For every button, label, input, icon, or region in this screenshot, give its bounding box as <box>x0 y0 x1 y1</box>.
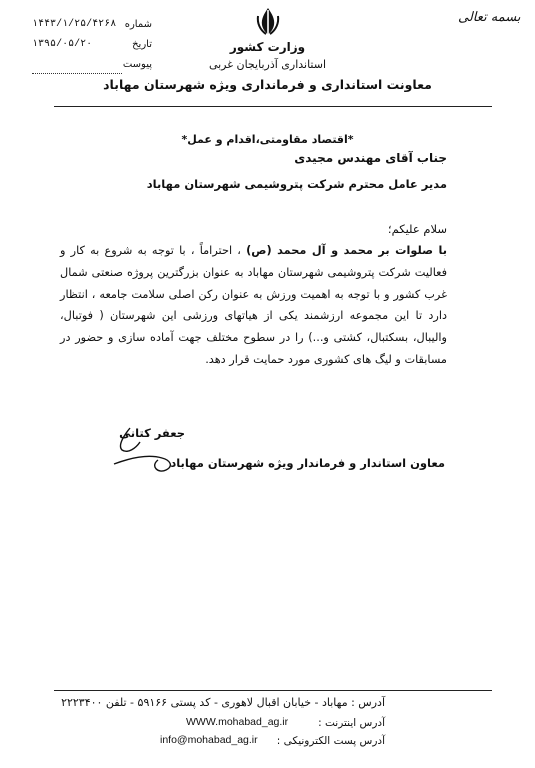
signatory-title: معاون استاندار و فرماندار ویژه شهرستان مهاباد <box>170 456 445 470</box>
header-divider <box>54 106 492 107</box>
deputy-office-title: معاونت استانداری و فرمانداری ویژه شهرستان مهاباد <box>103 77 432 92</box>
body-text: ، احتراماً ، با توجه به شروع به کار و فعالیت شرکت پتروشیمی شهرستان مهاباد به عنوان بزرگترین پروژه صنعتی شمال غرب کشور و با توجه به اهمیت ورزش به عنوان رکن اصلی سلامت جامعه ، انتظار دارد تا این مجموعه ارزشمند یکی از هیاتهای ورزشی این شهرستان ( فوتبال، والیبال، بسکتبال، کشتی و...) را در سطوح مختلف جهت آماده سازی و حضور در مسابقات و لیگ های کشوری مورد حمایت قرار دهد. <box>60 244 447 366</box>
iran-emblem-icon <box>254 6 282 36</box>
date-value: ۱۳۹۵/۰۵/۲۰ <box>32 39 93 50</box>
attachment-dotted-line <box>32 73 122 74</box>
greeting-text: سلام علیکم؛ <box>387 222 447 236</box>
website-label: آدرس اینترنت : <box>318 717 385 729</box>
number-value: ۱۴۴۳/۱/۲۵/۴۲۶۸ <box>32 19 117 30</box>
attachment-label: پیوست <box>122 58 152 70</box>
email-label: آدرس پست الکترونیکی : <box>276 735 385 747</box>
footer-divider <box>54 690 492 691</box>
bismillah-text: بسمه تعالی <box>458 10 521 25</box>
email-link[interactable]: info@mohabad_ag.ir <box>160 734 258 746</box>
ministry-title: وزارت کشور <box>229 40 306 54</box>
date-label: تاریخ <box>132 38 152 50</box>
province-title: استانداری آذربایجان غربی <box>208 58 327 71</box>
slogan-text: *اقتصاد مقاومتی،اقدام و عمل* <box>181 133 354 146</box>
footer-address: آدرس : مهاباد - خیابان اقبال لاهوری - کد پستی ۵۹۱۶۶ - تلفن ۲۲۲۳۴۰۰ <box>61 696 385 709</box>
number-row <box>32 14 152 34</box>
letter-body <box>60 240 447 371</box>
recipient-name: جناب آقای مهندس مجیدی <box>294 151 447 165</box>
salutation-text: با صلوات بر محمد و آل محمد (ص) <box>246 244 447 257</box>
signatory-name: جعفر کتانی <box>119 426 185 440</box>
website-link[interactable]: WWW.mohabad_ag.ir <box>186 716 289 728</box>
number-label: شماره <box>124 18 152 30</box>
recipient-title: مدیر عامل محترم شرکت پتروشیمی شهرستان مهاباد <box>146 177 447 191</box>
